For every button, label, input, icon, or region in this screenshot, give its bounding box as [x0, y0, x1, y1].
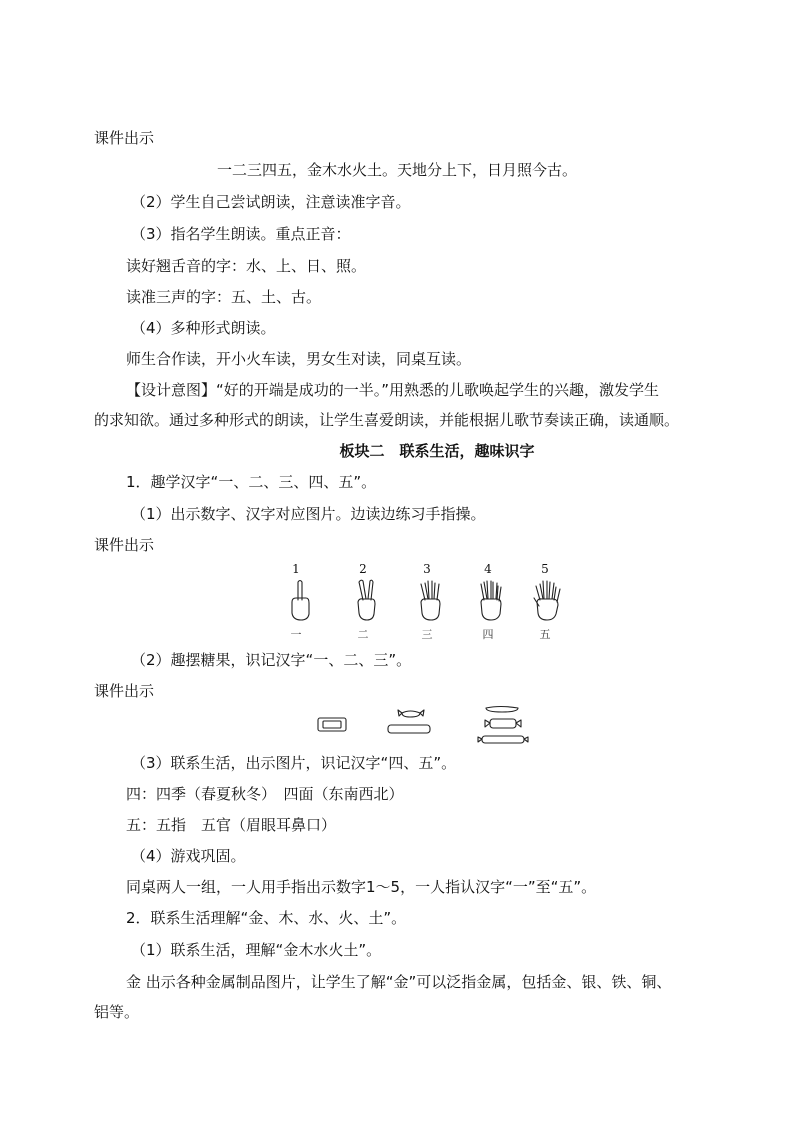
step-2: （2）学生自己尝试朗读，注意读准字音。: [131, 193, 411, 211]
step-3: （3）指名学生朗读。重点正音：: [131, 225, 351, 243]
poem-line: 一二三四五，金木水火土。天地分上下，日月照今古。: [216, 161, 577, 179]
number-label: 3: [423, 562, 431, 576]
design-intent-line-1: 【设计意图】“好的开端是成功的一半。”用熟悉的儿歌唤起学生的兴趣，激发学生: [126, 381, 660, 399]
part-1-step-1: （1）出示数字、汉字对应图片。边读边练习手指操。: [131, 505, 486, 523]
chinese-numeral: 二: [357, 628, 369, 641]
number-label: 1: [292, 562, 300, 576]
finger-count-figure: [280, 560, 570, 642]
section-heading: 板块二 联系生活，趣味识字: [339, 442, 535, 460]
part-1-step-2: （2）趣摆糖果，识记汉字“一、二、三”。: [131, 651, 412, 669]
reading-forms: 师生合作读，开小火车读，男女生对读，同桌互读。: [126, 350, 472, 368]
chinese-numeral: 四: [482, 628, 494, 641]
metal-explanation-line-2: 铝等。: [94, 1003, 140, 1021]
part-2-step-1: （1）联系生活，理解“金木水火土”。: [131, 941, 382, 959]
chinese-numeral: 五: [539, 628, 551, 641]
number-label: 2: [359, 562, 367, 576]
hand-five-icon: [534, 581, 560, 620]
courseware-label-2: 课件出示: [94, 536, 155, 554]
four-examples: 四：四季（春夏秋冬） 四面（东南西北）: [126, 785, 404, 803]
hand-one-icon: [292, 581, 309, 621]
number-label: 5: [541, 562, 549, 576]
hand-two-icon: [358, 580, 375, 620]
chinese-numeral: 三: [421, 628, 433, 641]
chinese-numeral: 一: [290, 628, 302, 641]
part-2-title: 2．联系生活理解“金、木、水、火、土”。: [126, 909, 407, 927]
third-tone-note: 读准三声的字：五、土、古。: [126, 288, 322, 306]
pair-game: 同桌两人一组，一人用手指出示数字1～5，一人指认汉字“一”至“五”。: [126, 878, 597, 896]
number-label: 4: [484, 562, 492, 576]
design-intent-line-2: 的求知欲。通过多种形式的朗读，让学生喜爱朗读，并能根据儿歌节奏读正确，读通顺。: [94, 411, 680, 429]
courseware-label-3: 课件出示: [94, 682, 155, 700]
retroflex-note: 读好翘舌音的字：水、上、日、照。: [126, 257, 367, 275]
hand-gestures-illustration: [280, 578, 570, 624]
part-1-title: 1．趣学汉字“一、二、三、四、五”。: [126, 473, 377, 491]
part-1-step-3: （3）联系生活，出示图片，识记汉字“四、五”。: [131, 754, 457, 772]
courseware-label: 课件出示: [94, 129, 155, 147]
five-examples: 五：五指 五官（眉眼耳鼻口）: [126, 816, 337, 834]
metal-explanation-line-1: 金 出示各种金属制品图片，让学生了解“金”可以泛指金属，包括金、银、铁、铜、: [126, 973, 672, 991]
part-1-step-4: （4）游戏巩固。: [131, 847, 246, 865]
hand-three-icon: [421, 581, 440, 620]
candy-group-three-icon: [478, 707, 528, 744]
candy-group-one-icon: [318, 718, 346, 731]
candy-arrangement-figure: [310, 702, 540, 750]
hand-four-icon: [481, 581, 501, 620]
candy-group-two-icon: [388, 710, 430, 733]
step-4: （4）多种形式朗读。: [131, 319, 276, 337]
